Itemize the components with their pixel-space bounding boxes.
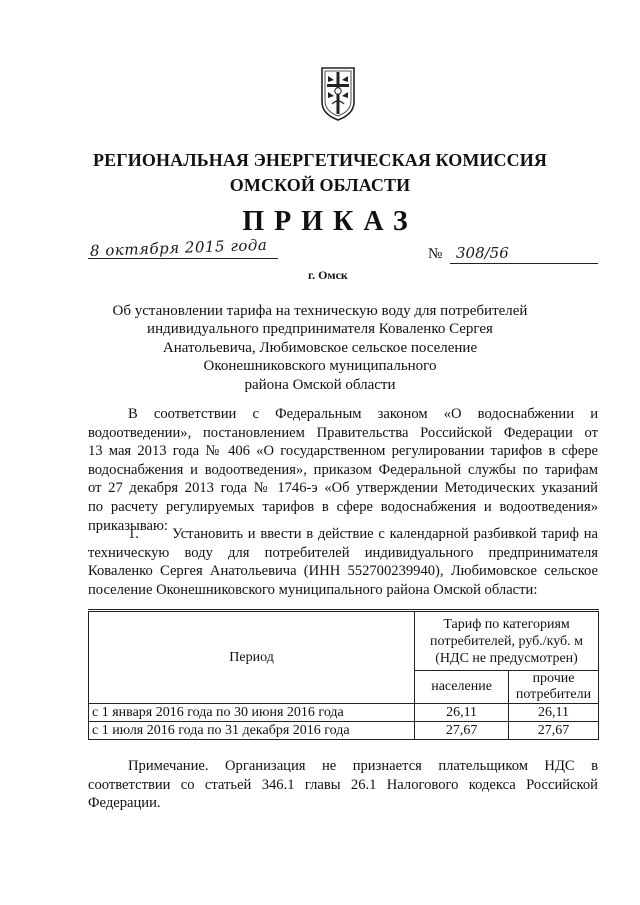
clause-1-paragraph bbox=[88, 525, 598, 599]
table-row bbox=[89, 704, 599, 722]
period-cell: с 1 июля 2016 года по 31 декабря 2016 года bbox=[89, 722, 415, 740]
other-tariff-cell: 26,11 bbox=[509, 704, 599, 722]
tariff-header-line: Тариф по категориям bbox=[443, 616, 570, 632]
subject-line: индивидуального предпринимателя Коваленко Сергея bbox=[147, 321, 493, 338]
tariff-header-line: потребителей, руб./куб. м bbox=[430, 633, 584, 649]
number-label: № bbox=[428, 246, 443, 262]
period-cell: с 1 января 2016 года по 30 июня 2016 года bbox=[89, 704, 415, 722]
paragraph-line: поселение Оконешниковского муниципального района Омской области: bbox=[88, 581, 538, 598]
subject-line: Оконешниковского муниципального bbox=[203, 358, 437, 375]
tariff-header-line: (НДС не предусмотрен) bbox=[435, 650, 578, 666]
organization-name bbox=[0, 148, 640, 198]
other-consumers-header bbox=[509, 671, 599, 704]
city-label: г. Омск bbox=[308, 268, 348, 282]
handwritten-number: 308/56 bbox=[456, 244, 509, 262]
paragraph-line: по расчету регулируемых тарифов в сфере водоснабжения и водоотведения» bbox=[88, 498, 598, 515]
date-underline bbox=[88, 258, 278, 259]
population-tariff-cell: 26,11 bbox=[415, 704, 509, 722]
tariff-header bbox=[415, 611, 599, 671]
document-type-title: ПРИКАЗ bbox=[242, 206, 418, 237]
paragraph-line: водоснабжения и водоотведения», приказом Федеральной службы по тарифам bbox=[88, 461, 598, 478]
org-line-1: РЕГИОНАЛЬНАЯ ЭНЕРГЕТИЧЕСКАЯ КОМИССИЯ bbox=[93, 150, 547, 170]
other-header-line: потребители bbox=[515, 687, 592, 702]
handwritten-date: 8 октября 2015 года bbox=[89, 235, 268, 260]
paragraph-line: приказываю: bbox=[88, 517, 168, 534]
paragraph-line: от 27 декабря 2013 года № 1746-э «Об утверждении Методических указаний bbox=[88, 480, 598, 497]
paragraph-line: Коваленко Сергея Анатольевича (ИНН 552700239940), Любимовское сельское bbox=[88, 563, 598, 580]
note-line: Примечание. Организация не признается плательщиком НДС в bbox=[128, 758, 598, 774]
paragraph-line: 13 мая 2013 года № 406 «О государственном регулировании тарифов в сфере bbox=[88, 443, 598, 460]
subject-line: района Омской области bbox=[244, 376, 396, 393]
paragraph-line: водоотведении», постановлением Правительства Российской Федерации от bbox=[88, 424, 598, 441]
period-header: Период bbox=[89, 611, 415, 704]
preamble-paragraph bbox=[88, 405, 598, 535]
note-line: Федерации. bbox=[88, 795, 161, 812]
subject-line: Об установлении тарифа на техническую воду для потребителей bbox=[112, 303, 528, 319]
paragraph-line: В соответствии с Федеральным законом «О водоснабжении и bbox=[128, 406, 598, 422]
other-tariff-cell: 27,67 bbox=[509, 722, 599, 740]
org-line-2: ОМСКОЙ ОБЛАСТИ bbox=[229, 175, 411, 195]
note-paragraph bbox=[88, 757, 598, 813]
subject-line: Анатольевича, Любимовское сельское поселение bbox=[162, 339, 478, 356]
paragraph-line: техническую воду для потребителей индивидуального предпринимателя bbox=[88, 544, 598, 561]
omsk-region-emblem-icon bbox=[318, 64, 358, 122]
paragraph-line: 1. Установить и ввести в действие с календарной разбивкой тариф на bbox=[128, 526, 598, 542]
order-subject bbox=[90, 302, 550, 394]
tariff-table bbox=[88, 609, 599, 740]
number-underline bbox=[450, 263, 598, 264]
population-header: население bbox=[415, 671, 509, 704]
population-tariff-cell: 27,67 bbox=[415, 722, 509, 740]
table-row bbox=[89, 722, 599, 740]
other-header-line: прочие bbox=[532, 671, 575, 686]
note-line: соответствии со статьей 346.1 главы 26.1 Налогового кодекса Российской bbox=[88, 776, 598, 793]
